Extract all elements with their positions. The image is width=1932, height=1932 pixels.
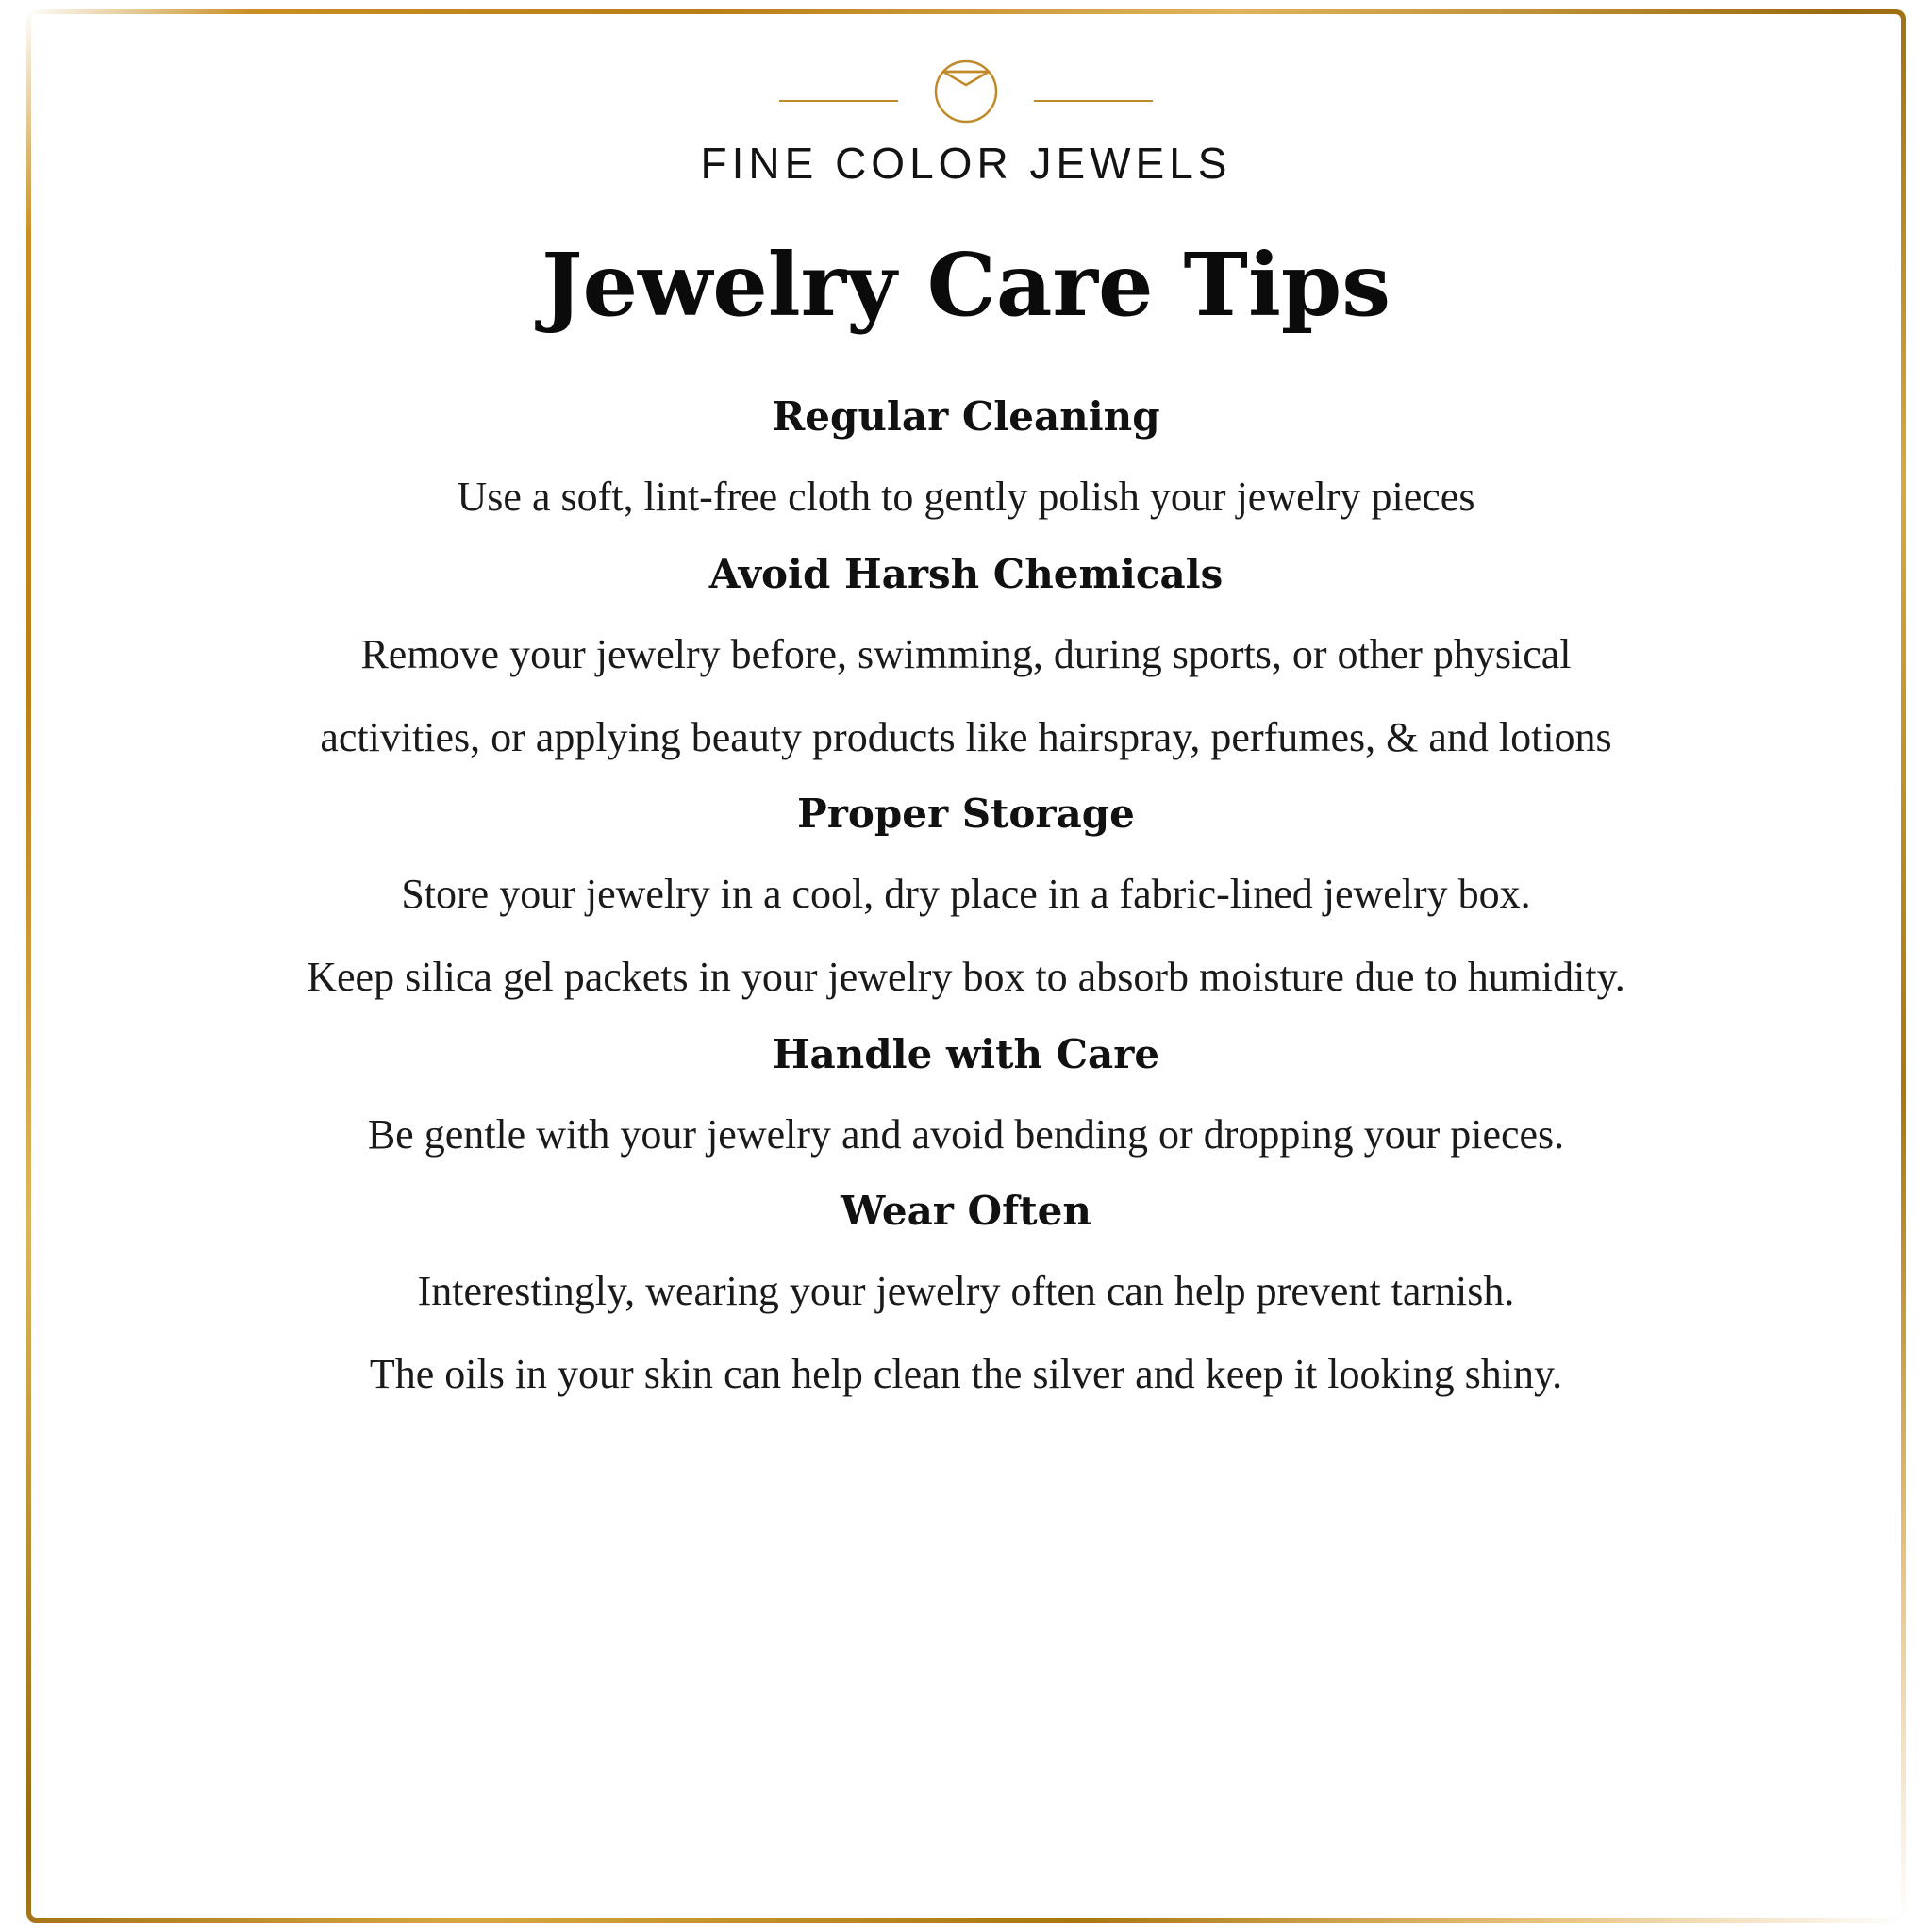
tip-line: Use a soft, lint-free cloth to gently polish your jewelry pieces bbox=[457, 474, 1475, 521]
tips-list bbox=[57, 365, 1875, 1399]
brand-logo bbox=[701, 47, 1232, 189]
tip-line: activities, or applying beauty products like hairspray, perfumes, & and lotions bbox=[320, 713, 1612, 760]
tip-heading: Avoid Harsh Chemicals bbox=[708, 550, 1224, 597]
tip-line: Keep silica gel packets in your jewelry box to absorb moisture due to humidity. bbox=[307, 953, 1625, 1000]
card-content bbox=[57, 34, 1875, 1898]
tip-line: The oils in your skin can help clean the silver and keep it looking shiny. bbox=[369, 1350, 1563, 1397]
tip-heading: Proper Storage bbox=[797, 791, 1135, 838]
tip-heading: Wear Often bbox=[841, 1188, 1091, 1235]
logo-rule-left bbox=[779, 100, 898, 102]
tip-line: Store your jewelry in a cool, dry place in a fabric-lined jewelry box. bbox=[401, 871, 1531, 918]
logo-mark bbox=[768, 47, 1164, 132]
tip-section bbox=[57, 1159, 1875, 1399]
tip-heading: Handle with Care bbox=[772, 1030, 1160, 1077]
tip-section bbox=[57, 365, 1875, 523]
tip-line: Remove your jewelry before, swimming, during sports, or other physical bbox=[360, 630, 1572, 677]
page-title: Jewelry Care Tips bbox=[541, 234, 1391, 336]
diamond-gem-icon bbox=[909, 47, 1023, 132]
tip-section bbox=[57, 762, 1875, 1002]
tip-line: Interestingly, wearing your jewelry often can help prevent tarnish. bbox=[417, 1268, 1515, 1315]
tip-heading: Regular Cleaning bbox=[772, 393, 1160, 441]
tip-line: Be gentle with your jewelry and avoid bending or dropping your pieces. bbox=[367, 1110, 1565, 1158]
tip-section bbox=[57, 523, 1875, 762]
tip-section bbox=[57, 1003, 1875, 1160]
logo-rule-right bbox=[1034, 100, 1153, 102]
brand-name: FINE COLOR JEWELS bbox=[700, 139, 1232, 188]
